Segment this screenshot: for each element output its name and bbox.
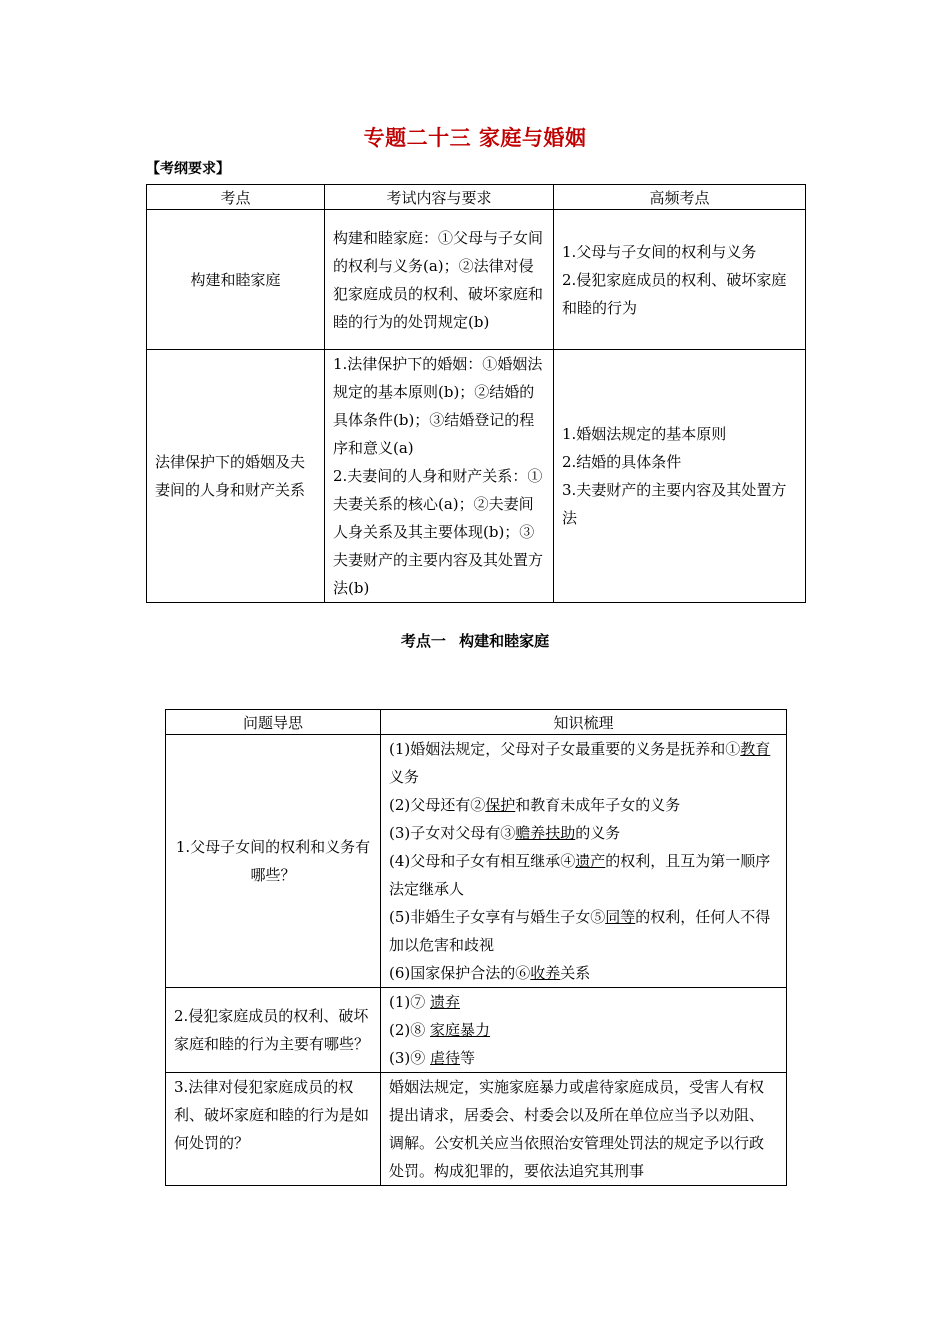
- cell-frequent: 1.父母与子女间的权利与义务 2.侵犯家庭成员的权利、破坏家庭和睦的行为: [554, 210, 806, 350]
- header-content: 考试内容与要求: [325, 185, 554, 210]
- cell-answer: 婚姻法规定，实施家庭暴力或虐待家庭成员，受害人有权提出请求，居委会、村委会以及所在单位应当予以劝阻、调解。公安机关应当依照治安管理处罚法的规定予以行政处罚。构成犯罪的，要依法追究其刑事: [381, 1073, 787, 1186]
- header-knowledge: 知识梳理: [381, 710, 787, 735]
- answer-line: (1)⑦ 遗弃: [389, 993, 461, 1011]
- table-row: [166, 1073, 787, 1186]
- answer-blank: 遗产: [575, 852, 606, 870]
- table-header-row: [166, 710, 787, 735]
- requirements-label: 【考纲要求】: [146, 161, 230, 177]
- cell-answer: [381, 735, 787, 988]
- answer-blank: 赡养扶助: [515, 824, 576, 842]
- answer-line: (3)⑨ 虐待等: [389, 1049, 476, 1067]
- answer-blank: 虐待: [430, 1049, 461, 1067]
- answer-blank: 家庭暴力: [430, 1021, 491, 1039]
- table-row: [147, 350, 806, 603]
- cell-frequent: 1.婚姻法规定的基本原则 2.结婚的具体条件 3.夫妻财产的主要内容及其处置方法: [554, 350, 806, 603]
- answer-line: (5)非婚生子女享有与婚生子女⑤同等的权利，任何人不得加以危害和歧视: [389, 908, 771, 954]
- answer-blank: 遗弃: [430, 993, 461, 1011]
- answer-line: (4)父母和子女有相互继承④遗产的权利，且互为第一顺序法定继承人: [389, 852, 771, 898]
- header-question: 问题导思: [166, 710, 381, 735]
- answer-line: (2)父母还有②保护和教育未成年子女的义务: [389, 796, 681, 814]
- answer-line: (1)婚姻法规定，父母对子女最重要的义务是抚养和①教育义务: [389, 740, 771, 786]
- answer-blank: 同等: [605, 908, 636, 926]
- knowledge-table: [165, 709, 787, 1186]
- cell-point: 构建和睦家庭: [147, 210, 325, 350]
- page-title: 专题二十三 家庭与婚姻: [363, 126, 587, 150]
- answer-blank: 收养: [530, 964, 561, 982]
- cell-question: 2.侵犯家庭成员的权利、破坏家庭和睦的行为主要有哪些？: [166, 988, 381, 1073]
- cell-question: 1.父母子女间的权利和义务有哪些？: [166, 735, 381, 988]
- answer-blank: 保护: [485, 796, 516, 814]
- table-row: [166, 988, 787, 1073]
- section-title: 考点一 构建和睦家庭: [400, 632, 550, 650]
- cell-point: 法律保护下的婚姻及夫妻间的人身和财产关系: [147, 350, 325, 603]
- answer-line: (6)国家保护合法的⑥收养关系: [389, 964, 591, 982]
- answer-line: (2)⑧ 家庭暴力: [389, 1021, 491, 1039]
- table-row: [147, 210, 806, 350]
- cell-answer: [381, 988, 787, 1073]
- cell-content: 构建和睦家庭：①父母与子女间的权利与义务(a)；②法律对侵犯家庭成员的权利、破坏家庭和睦的行为的处罚规定(b): [325, 210, 554, 350]
- header-point: 考点: [147, 185, 325, 210]
- syllabus-table: [146, 184, 806, 603]
- cell-question: 3.法律对侵犯家庭成员的权利、破坏家庭和睦的行为是如何处罚的？: [166, 1073, 381, 1186]
- table-header-row: [147, 185, 806, 210]
- cell-content: 1.法律保护下的婚姻：①婚姻法规定的基本原则(b)；②结婚的具体条件(b)；③结婚登记的程序和意义(a) 2.夫妻间的人身和财产关系：①夫妻关系的核心(a)；②夫妻间人身关系及其主要体现(b)；③夫妻财产的主要内容及其处置方法(b): [325, 350, 554, 603]
- answer-line: (3)子女对父母有③赡养扶助的义务: [389, 824, 621, 842]
- answer-blank: 教育: [740, 740, 771, 758]
- header-frequent: 高频考点: [554, 185, 806, 210]
- table-row: [166, 735, 787, 988]
